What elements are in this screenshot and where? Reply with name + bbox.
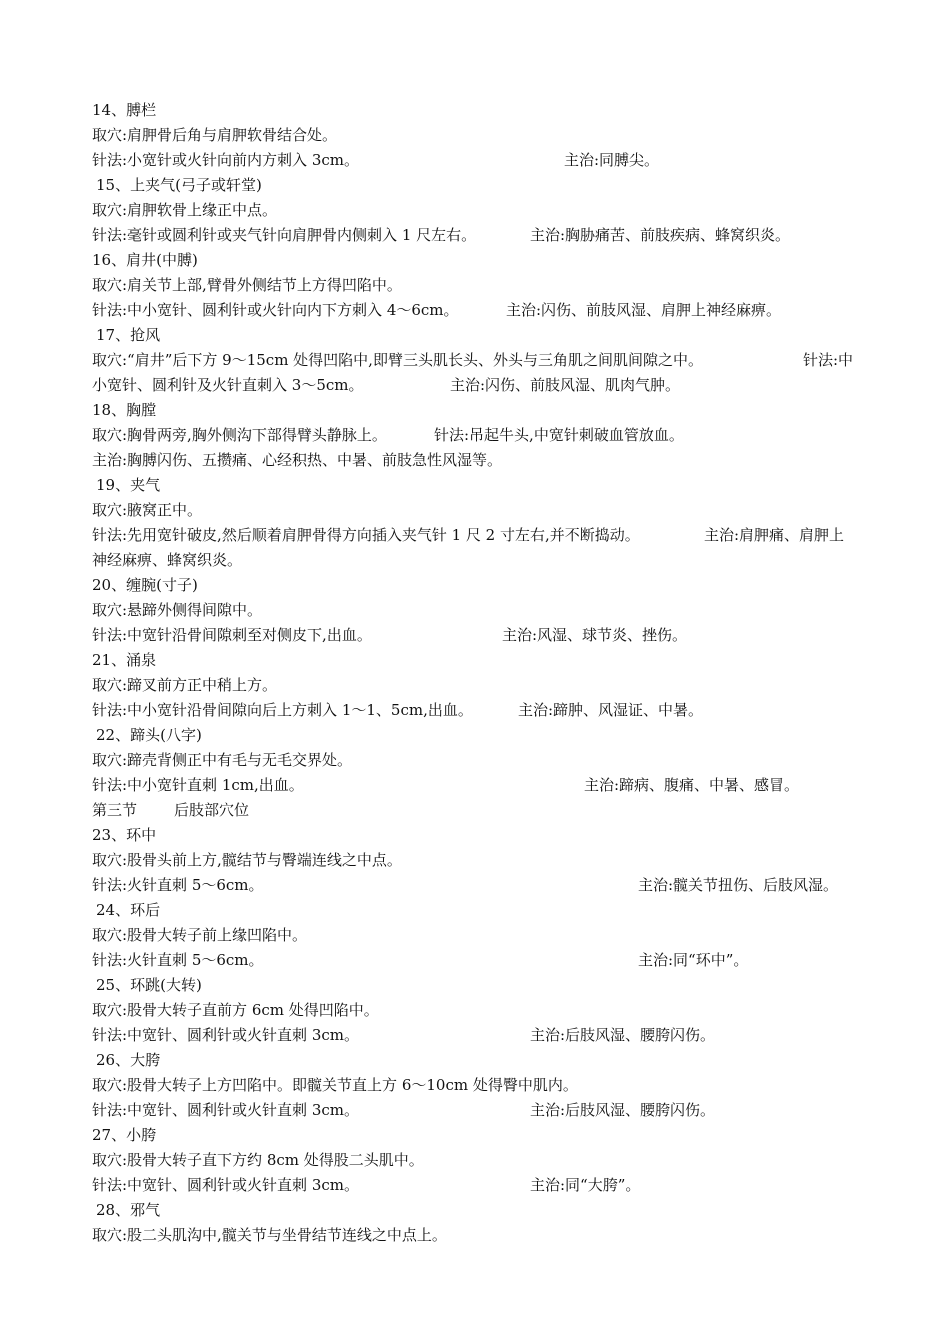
acupoint-technique-row [92, 1098, 867, 1123]
acupoint-heading-17: 17、抢风 [96, 326, 161, 344]
acupoint-location: 取穴:股骨大转子上方凹陷中。即髋关节直上方 6～10cm 处得臀中肌内。 [92, 1076, 578, 1094]
acupoint-technique-row [92, 773, 867, 798]
acupoint-indication-continued: 神经麻痹、蜂窝织炎。 [92, 551, 243, 569]
acupoint-technique-row [92, 1023, 867, 1048]
acupoint-technique: 针法:中宽针、圆利针或火针直刺 3cm。 [92, 1176, 359, 1194]
acupoint-location: 取穴:胸骨两旁,胸外侧沟下部得臂头静脉上。 [92, 426, 387, 444]
acupoint-technique: 针法:中小宽针沿骨间隙向后上方刺入 1～1、5cm,出血。 [92, 701, 473, 719]
acupoint-heading-18: 18、胸膛 [92, 401, 157, 419]
acupoint-technique-row [92, 623, 867, 648]
acupoint-technique: 针法:中小宽针直刺 1cm,出血。 [92, 776, 304, 794]
acupoint-technique: 针法:中宽针、圆利针或火针直刺 3cm。 [92, 1026, 359, 1044]
acupoint-technique-row [92, 223, 867, 248]
acupoint-indication: 主治:髋关节扭伤、后肢风湿。 [638, 876, 839, 894]
acupoint-indication: 主治:后肢风湿、腰胯闪伤。 [530, 1026, 716, 1044]
acupoint-technique-row [92, 298, 867, 323]
acupoint-heading-21: 21、涌泉 [92, 651, 157, 669]
acupoint-heading-16: 16、肩井(中膊) [92, 251, 198, 269]
acupoint-technique-row [92, 698, 867, 723]
acupoint-location: 取穴:“肩井”后下方 9～15cm 处得凹陷中,即臂三头肌长头、外头与三角肌之间肌间隙之中。 [92, 351, 703, 369]
acupoint-location-row [92, 348, 867, 373]
acupoint-indication: 主治:同“环中”。 [638, 951, 749, 969]
acupoint-location: 取穴:肩关节上部,臂骨外侧结节上方得凹陷中。 [92, 276, 402, 294]
acupoint-indication: 主治:后肢风湿、腰胯闪伤。 [530, 1101, 716, 1119]
acupoint-indication: 主治:肩胛痛、肩胛上 [704, 526, 845, 544]
acupoint-heading-27: 27、小胯 [92, 1126, 157, 1144]
acupoint-technique-row [92, 873, 867, 898]
acupoint-technique: 针法:中小宽针、圆利针或火针向内下方刺入 4～6cm。 [92, 301, 459, 319]
acupoint-technique-row [92, 1173, 867, 1198]
acupoint-location: 取穴:蹄壳背侧正中有毛与无毛交界处。 [92, 751, 353, 769]
acupoint-technique: 针法:吊起牛头,中宽针刺破血管放血。 [434, 426, 684, 444]
acupoint-location: 取穴:蹄叉前方正中稍上方。 [92, 676, 278, 694]
acupoint-heading-20: 20、缠腕(寸子) [92, 576, 198, 594]
acupoint-indication: 主治:蹄病、腹痛、中暑、感冒。 [584, 776, 800, 794]
acupoint-heading-14: 14、膊栏 [92, 101, 157, 119]
section-heading [92, 798, 867, 823]
acupoint-technique: 针法:中宽针沿骨间隙刺至对侧皮下,出血。 [92, 626, 372, 644]
acupoint-indication: 主治:闪伤、前肢风湿、肌肉气肿。 [450, 376, 681, 394]
acupoint-technique: 针法:小宽针或火针向前内方刺入 3cm。 [92, 151, 359, 169]
acupoint-indication: 主治:同膊尖。 [564, 151, 660, 169]
acupoint-location: 取穴:股骨大转子前上缘凹陷中。 [92, 926, 308, 944]
acupoint-indication: 主治:胸膊闪伤、五攒痛、心经积热、中暑、前肢急性风湿等。 [92, 451, 503, 469]
acupoint-technique-row [92, 523, 867, 548]
acupoint-location: 取穴:股二头肌沟中,髋关节与坐骨结节连线之中点上。 [92, 1226, 447, 1244]
section-title: 后肢部穴位 [174, 801, 250, 819]
section-number: 第三节 [92, 801, 138, 819]
acupoint-indication: 主治:风湿、球节炎、挫伤。 [502, 626, 688, 644]
acupoint-location: 取穴:悬蹄外侧得间隙中。 [92, 601, 263, 619]
acupoint-technique: 针法:火针直刺 5～6cm。 [92, 876, 264, 894]
acupoint-heading-24: 24、环后 [96, 901, 161, 919]
acupoint-heading-23: 23、环中 [92, 826, 157, 844]
acupoint-technique: 针法:先用宽针破皮,然后顺着肩胛骨得方向插入夹气针 1 尺 2 寸左右,并不断捣动。 [92, 526, 640, 544]
acupoint-location: 取穴:腋窝正中。 [92, 501, 203, 519]
acupoint-location: 取穴:股骨头前上方,髋结节与臀端连线之中点。 [92, 851, 402, 869]
acupoint-technique: 针法:毫针或圆利针或夹气针向肩胛骨内侧刺入 1 尺左右。 [92, 226, 477, 244]
acupoint-location: 取穴:股骨大转子直前方 6cm 处得凹陷中。 [92, 1001, 379, 1019]
acupoint-heading-19: 19、夹气 [96, 476, 161, 494]
acupoint-heading-26: 26、大胯 [96, 1051, 161, 1069]
acupoint-technique: 针法:中宽针、圆利针或火针直刺 3cm。 [92, 1101, 359, 1119]
acupoint-indication: 主治:蹄肿、风湿证、中暑。 [518, 701, 704, 719]
acupoint-technique-row [92, 373, 867, 398]
acupoint-location: 取穴:股骨大转子直下方约 8cm 处得股二头肌中。 [92, 1151, 424, 1169]
acupoint-technique-row [92, 948, 867, 973]
acupoint-technique: 小宽针、圆利针及火针直刺入 3～5cm。 [92, 376, 364, 394]
acupoint-technique: 针法:火针直刺 5～6cm。 [92, 951, 264, 969]
acupoint-indication: 主治:胸胁痛苦、前肢疾病、蜂窝织炎。 [530, 226, 791, 244]
acupoint-indication: 主治:同“大胯”。 [530, 1176, 641, 1194]
document-body [92, 98, 867, 1248]
acupoint-indication: 主治:闪伤、前肢风湿、肩胛上神经麻痹。 [506, 301, 782, 319]
acupoint-heading-15: 15、上夹气(弓子或轩堂) [96, 176, 262, 194]
acupoint-location: 取穴:肩胛骨后角与肩胛软骨结合处。 [92, 126, 338, 144]
acupoint-heading-25: 25、环跳(大转) [96, 976, 202, 994]
acupoint-technique-row [92, 148, 867, 173]
acupoint-technique: 针法:中 [803, 351, 854, 369]
acupoint-heading-22: 22、蹄头(八字) [96, 726, 202, 744]
acupoint-location: 取穴:肩胛软骨上缘正中点。 [92, 201, 278, 219]
acupoint-heading-28: 28、邪气 [96, 1201, 161, 1219]
acupoint-location-row [92, 423, 867, 448]
